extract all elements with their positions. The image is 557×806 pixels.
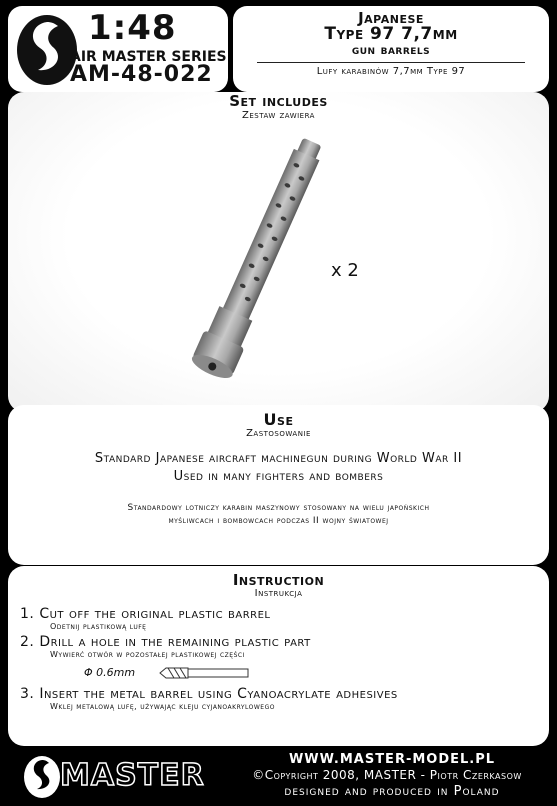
step-text: Drill a hole in the remaining plastic part [39, 634, 311, 650]
set-heading-pl: Zestaw zawiera [242, 110, 315, 121]
subtitle-pl: Lufy karabinów 7,7mm Type 97 [316, 66, 466, 77]
master-swirl-logo-icon [22, 754, 62, 800]
gun-barrel-illustration [138, 130, 398, 392]
use-panel [8, 405, 549, 565]
instruction-heading-pl: Instrukcja [254, 588, 303, 599]
footer-copyright: ©Copyright 2008, MASTER - Piotr Czerkasow [252, 768, 522, 782]
set-includes-panel [8, 92, 549, 412]
product-code: AM-48-022 [70, 62, 213, 87]
set-heading: Set includes [229, 92, 328, 110]
use-heading-pl: Zastosowanie [246, 428, 311, 439]
title-line3: gun barrels [351, 43, 431, 58]
quantity-label: x 2 [331, 260, 359, 281]
footer-made: designed and produced in Poland [284, 784, 500, 799]
use-pl-line1: Standardowy lotniczy karabin maszynowy stosowany na wielu japońskich [127, 503, 430, 513]
drill-size-label: Φ 0.6mm [84, 666, 136, 679]
step-number: 1. [20, 606, 35, 622]
footer [0, 750, 557, 806]
header-logo-box [8, 6, 228, 92]
step-1-pl: Odetnij plastikową lufę [50, 622, 147, 631]
title-divider [257, 62, 525, 63]
instruction-panel [8, 566, 549, 746]
use-heading: Use [263, 410, 294, 429]
use-line2: Used in many fighters and bombers [173, 469, 384, 484]
step-number: 2. [20, 634, 35, 650]
step-number: 3. [20, 686, 35, 702]
step-2-pl: Wywierć otwór w pozostałej plastikowej części [50, 650, 245, 659]
use-pl-line2: myśliwcach i bombowcach podczas II wojny światowej [168, 516, 389, 526]
title-line2: Type 97 7,7mm [324, 24, 458, 44]
scale-label: 1:48 [88, 8, 177, 48]
step-text: Insert the metal barrel using Cyanoacrylate adhesives [39, 686, 398, 702]
step-3-pl: Wklej metalową lufę, używając kleju cyjanoakrylowego [50, 702, 275, 711]
footer-url[interactable]: WWW.MASTER-MODEL.PL [288, 752, 496, 767]
header-title-box [233, 6, 549, 92]
step-3 [20, 686, 398, 702]
step-2 [20, 634, 311, 650]
series-label: AIR MASTER SERIES [70, 49, 227, 65]
use-line1: Standard Japanese aircraft machinegun during World War II [94, 451, 463, 466]
step-text: Cut off the original plastic barrel [39, 606, 271, 622]
instruction-heading: Instruction [232, 571, 325, 589]
drill-bit-icon [158, 666, 250, 680]
step-1 [20, 606, 271, 622]
footer-brand: MASTER [60, 758, 205, 793]
title-line1: Japanese [358, 9, 424, 27]
